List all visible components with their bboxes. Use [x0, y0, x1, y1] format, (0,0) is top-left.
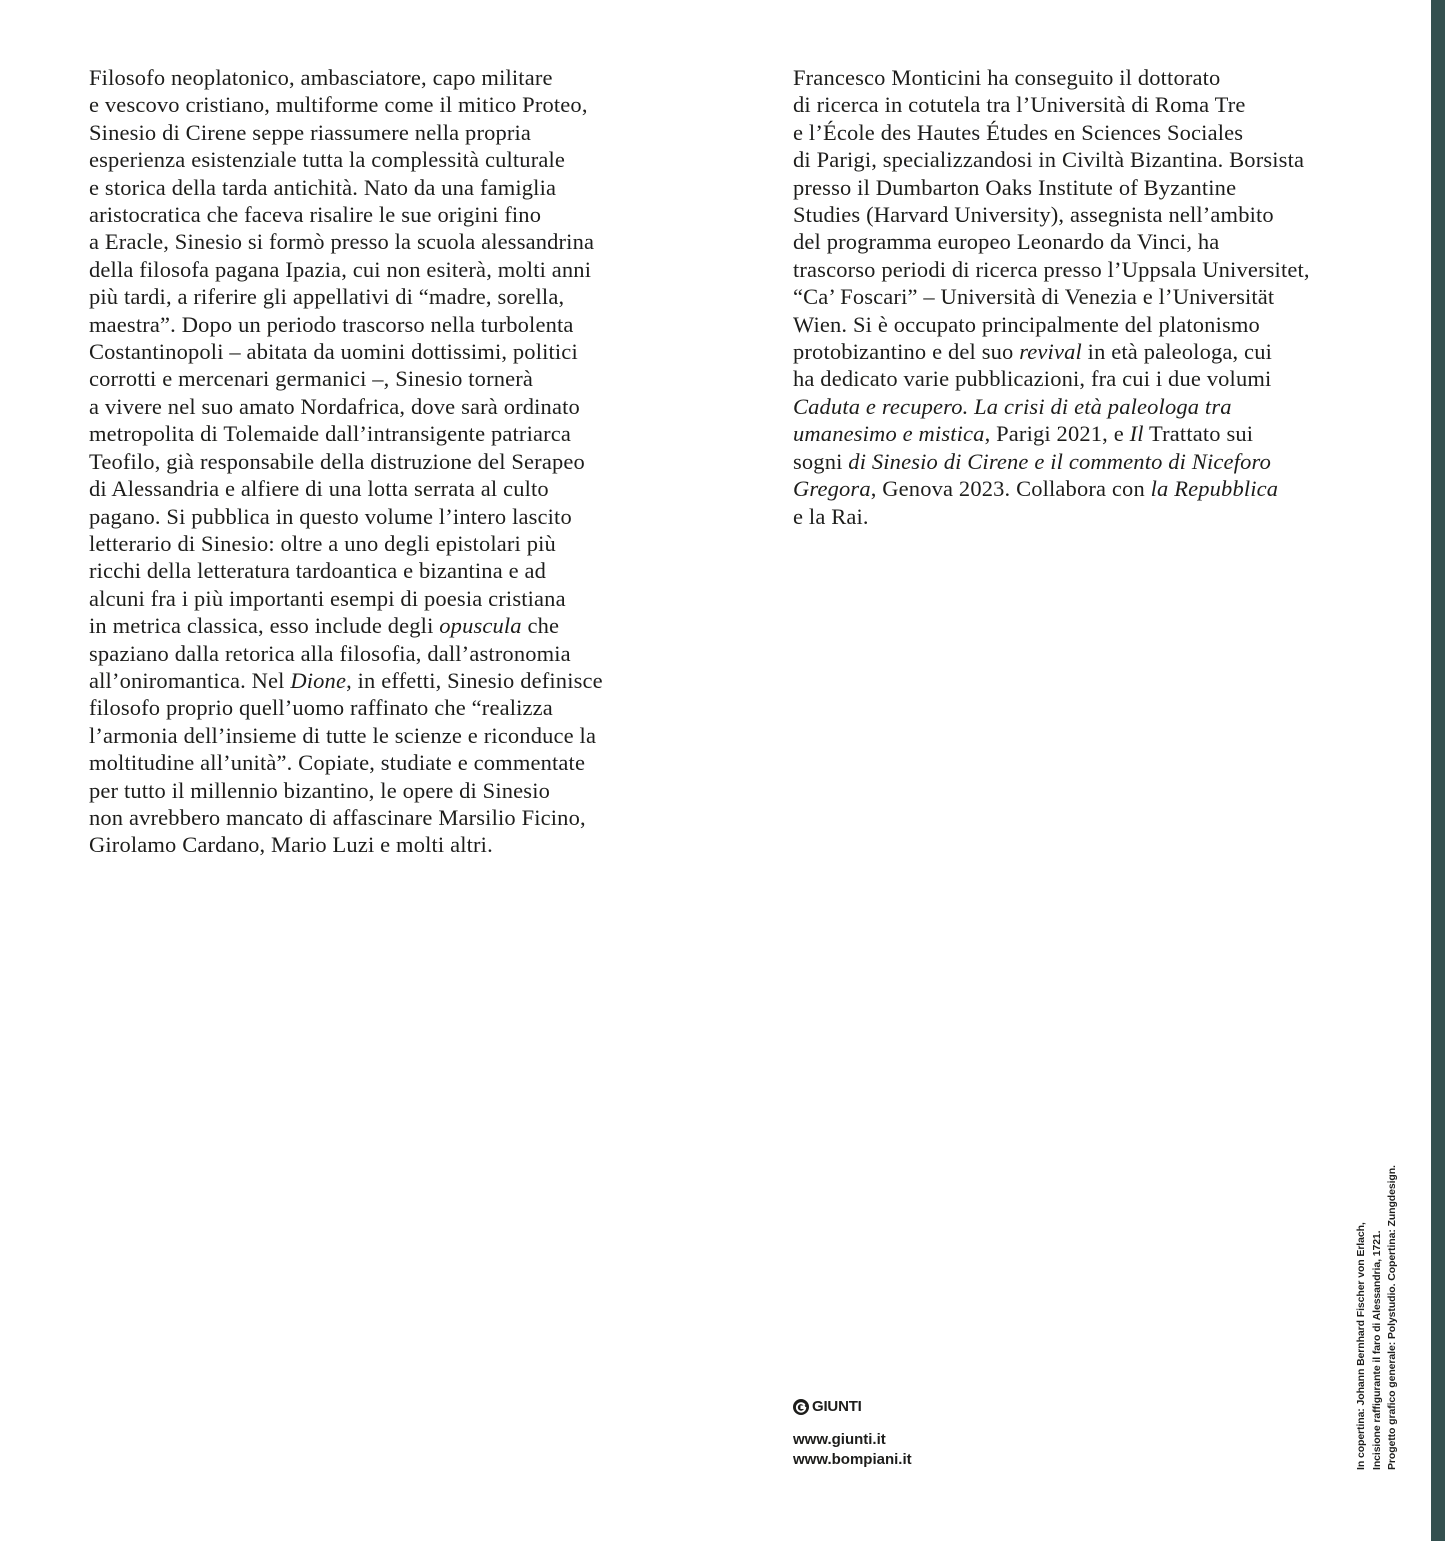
italic-text: opuscula [439, 613, 522, 639]
website-giunti[interactable]: www.giunti.it [793, 1431, 886, 1448]
text-run: pagano. Si pubblica in questo volume l’intero lascito [89, 503, 572, 529]
synopsis-line [89, 612, 669, 639]
synopsis-line [89, 804, 669, 831]
biography-line [793, 475, 1373, 502]
credit-line-cover: In copertina: Johann Bernhard Fischer von Erlach, [1355, 1222, 1367, 1470]
synopsis-line [89, 585, 669, 612]
text-run: Teofilo, già responsabile della distruzione del Serapeo [89, 448, 585, 474]
text-run: in metrica classica, esso include degli [89, 613, 440, 639]
italic-text: la Repubblica [1150, 476, 1279, 502]
text-run: letterario di Sinesio: oltre a uno degli epistolari più [89, 530, 556, 556]
text-run: Francesco Monticini ha conseguito il dottorato [793, 65, 1221, 90]
biography-line [793, 338, 1373, 365]
text-run: sogni [793, 448, 849, 474]
synopsis-line [89, 694, 669, 721]
biography-line [793, 283, 1373, 310]
biography-line [793, 393, 1373, 420]
text-run: protobizantino e del suo [793, 339, 1020, 365]
text-run: all’oniromantica. Nel [89, 667, 291, 693]
biography-line [793, 420, 1373, 447]
synopsis-line [89, 640, 669, 667]
text-run: presso il Dumbarton Oaks Institute of Byzantine [793, 174, 1237, 200]
text-run: e la Rai. [793, 503, 869, 529]
text-run: Filosofo neoplatonico, ambasciatore, capo militare [89, 65, 553, 90]
giunti-g-icon [793, 1399, 809, 1415]
synopsis-line [89, 91, 669, 118]
publisher-logo-text: GIUNTI [812, 1398, 862, 1415]
text-run: Sinesio di Cirene seppe riassumere nella propria [89, 119, 532, 145]
biography-line [793, 311, 1373, 338]
text-run: trascorso periodi di ricerca presso l’Uppsala Universitet, [793, 256, 1310, 282]
synopsis-line [89, 256, 669, 283]
italic-text: Il [1129, 421, 1144, 447]
synopsis-line [89, 420, 669, 447]
biography-line [793, 201, 1373, 228]
biography-line [793, 503, 1373, 530]
book-synopsis [89, 64, 669, 859]
synopsis-line [89, 777, 669, 804]
italic-text: Caduta e recupero. La crisi di età paleologa tra [793, 393, 1232, 419]
text-run: di Parigi, specializzandosi in Civiltà Bizantina. Borsista [793, 147, 1305, 173]
biography-line [793, 448, 1373, 475]
text-run: ricchi della letteratura tardoantica e bizantina e ad [89, 558, 547, 584]
text-run: di Alessandria e alfiere di una lotta serrata al culto [89, 476, 549, 502]
text-run: spaziano dalla retorica alla filosofia, dall’astronomia [89, 640, 571, 666]
text-run: per tutto il millennio bizantino, le opere di Sinesio [89, 777, 550, 803]
italic-text: revival [1019, 339, 1082, 365]
text-run: della filosofa pagana Ipazia, cui non esiterà, molti anni [89, 256, 592, 282]
biography-line [793, 365, 1373, 392]
text-run: e vescovo cristiano, multiforme come il mitico Proteo, [89, 92, 588, 118]
synopsis-line [89, 749, 669, 776]
synopsis-line [89, 64, 669, 91]
text-run: alcuni fra i più importanti esempi di poesia cristiana [89, 585, 566, 611]
text-run: Studies (Harvard University), assegnista nell’ambito [793, 202, 1274, 228]
synopsis-line [89, 530, 669, 557]
biography-line [793, 256, 1373, 283]
biography-line [793, 174, 1373, 201]
text-run: l’armonia dell’insieme di tutte le scienze e riconduce la [89, 722, 597, 748]
text-run: aristocratica che faceva risalire le sue origini fino [89, 202, 542, 228]
cover-credits [1354, 1130, 1401, 1470]
text-run: ha dedicato varie pubblicazioni, fra cui i due volumi [793, 366, 1272, 392]
text-run: non avrebbero mancato di affascinare Marsilio Ficino, [89, 804, 586, 830]
biography-line [793, 228, 1373, 255]
synopsis-line [89, 365, 669, 392]
synopsis-line [89, 311, 669, 338]
synopsis-line [89, 174, 669, 201]
text-run: Costantinopoli – abitata da uomini dottissimi, politici [89, 339, 578, 365]
credit-line-engraving: Incisione raffigurante il faro di Alessandria, 1721. [1370, 1230, 1383, 1470]
text-run: “Ca’ Foscari” – Università di Venezia e l’Universität [793, 284, 1275, 310]
text-run: maestra”. Dopo un periodo trascorso nella turbolenta [89, 311, 574, 337]
text-run: , in effetti, Sinesio definisce [346, 667, 603, 693]
biography-line [793, 64, 1373, 91]
synopsis-line [89, 503, 669, 530]
text-run: a Eracle, Sinesio si formò presso la scuola alessandrina [89, 229, 595, 255]
synopsis-line [89, 338, 669, 365]
website-bompiani[interactable]: www.bompiani.it [793, 1451, 912, 1468]
synopsis-line [89, 557, 669, 584]
synopsis-line [89, 722, 669, 749]
italic-text: di Sinesio di Cirene e il commento di Niceforo [848, 448, 1271, 474]
text-run: , Parigi 2021, e [984, 421, 1130, 447]
biography-line [793, 91, 1373, 118]
text-run: Wien. Si è occupato principalmente del platonismo [793, 311, 1260, 337]
text-run: moltitudine all’unità”. Copiate, studiate e commentate [89, 750, 586, 776]
publisher-logo [793, 1398, 862, 1415]
synopsis-line [89, 393, 669, 420]
synopsis-line [89, 475, 669, 502]
synopsis-line [89, 283, 669, 310]
synopsis-line [89, 201, 669, 228]
credit-line-design: Progetto grafico generale: Polystudio. Copertina: Zungdesign. [1386, 1165, 1398, 1470]
text-run: in età paleologa, cui [1081, 339, 1272, 365]
publisher-websites [793, 1430, 912, 1470]
synopsis-line [89, 119, 669, 146]
text-run: più tardi, a riferire gli appellativi di “madre, sorella, [89, 284, 565, 310]
text-run: a vivere nel suo amato Nordafrica, dove sarà ordinato [89, 393, 580, 419]
spine-strip [1431, 0, 1445, 1541]
text-run: Girolamo Cardano, Mario Luzi e molti altri. [89, 832, 493, 858]
synopsis-line [89, 228, 669, 255]
synopsis-line [89, 448, 669, 475]
text-run: e storica della tarda antichità. Nato da una famiglia [89, 174, 557, 200]
text-run: filosofo proprio quell’uomo raffinato che “realizza [89, 695, 553, 721]
text-run: metropolita di Tolemaide dall’intransigente patriarca [89, 421, 572, 447]
text-run: corrotti e mercenari germanici –, Sinesio tornerà [89, 366, 534, 392]
italic-text: Dione [290, 667, 347, 693]
text-run: che [521, 613, 560, 639]
italic-text: umanesimo e mistica [793, 421, 985, 447]
text-run: e l’École des Hautes Études en Sciences Sociales [793, 119, 1244, 145]
text-run: del programma europeo Leonardo da Vinci, ha [793, 229, 1220, 255]
synopsis-line [89, 667, 669, 694]
text-run: di ricerca in cotutela tra l’Università di Roma Tre [793, 92, 1246, 118]
synopsis-line [89, 831, 669, 858]
biography-line [793, 146, 1373, 173]
text-run: Trattato sui [1143, 421, 1254, 447]
synopsis-line [89, 146, 669, 173]
text-run: , Genova 2023. Collabora con [870, 476, 1151, 502]
italic-text: Gregora [793, 476, 871, 502]
text-run: esperienza esistenziale tutta la complessità culturale [89, 147, 566, 173]
author-biography [793, 64, 1373, 530]
biography-line [793, 119, 1373, 146]
